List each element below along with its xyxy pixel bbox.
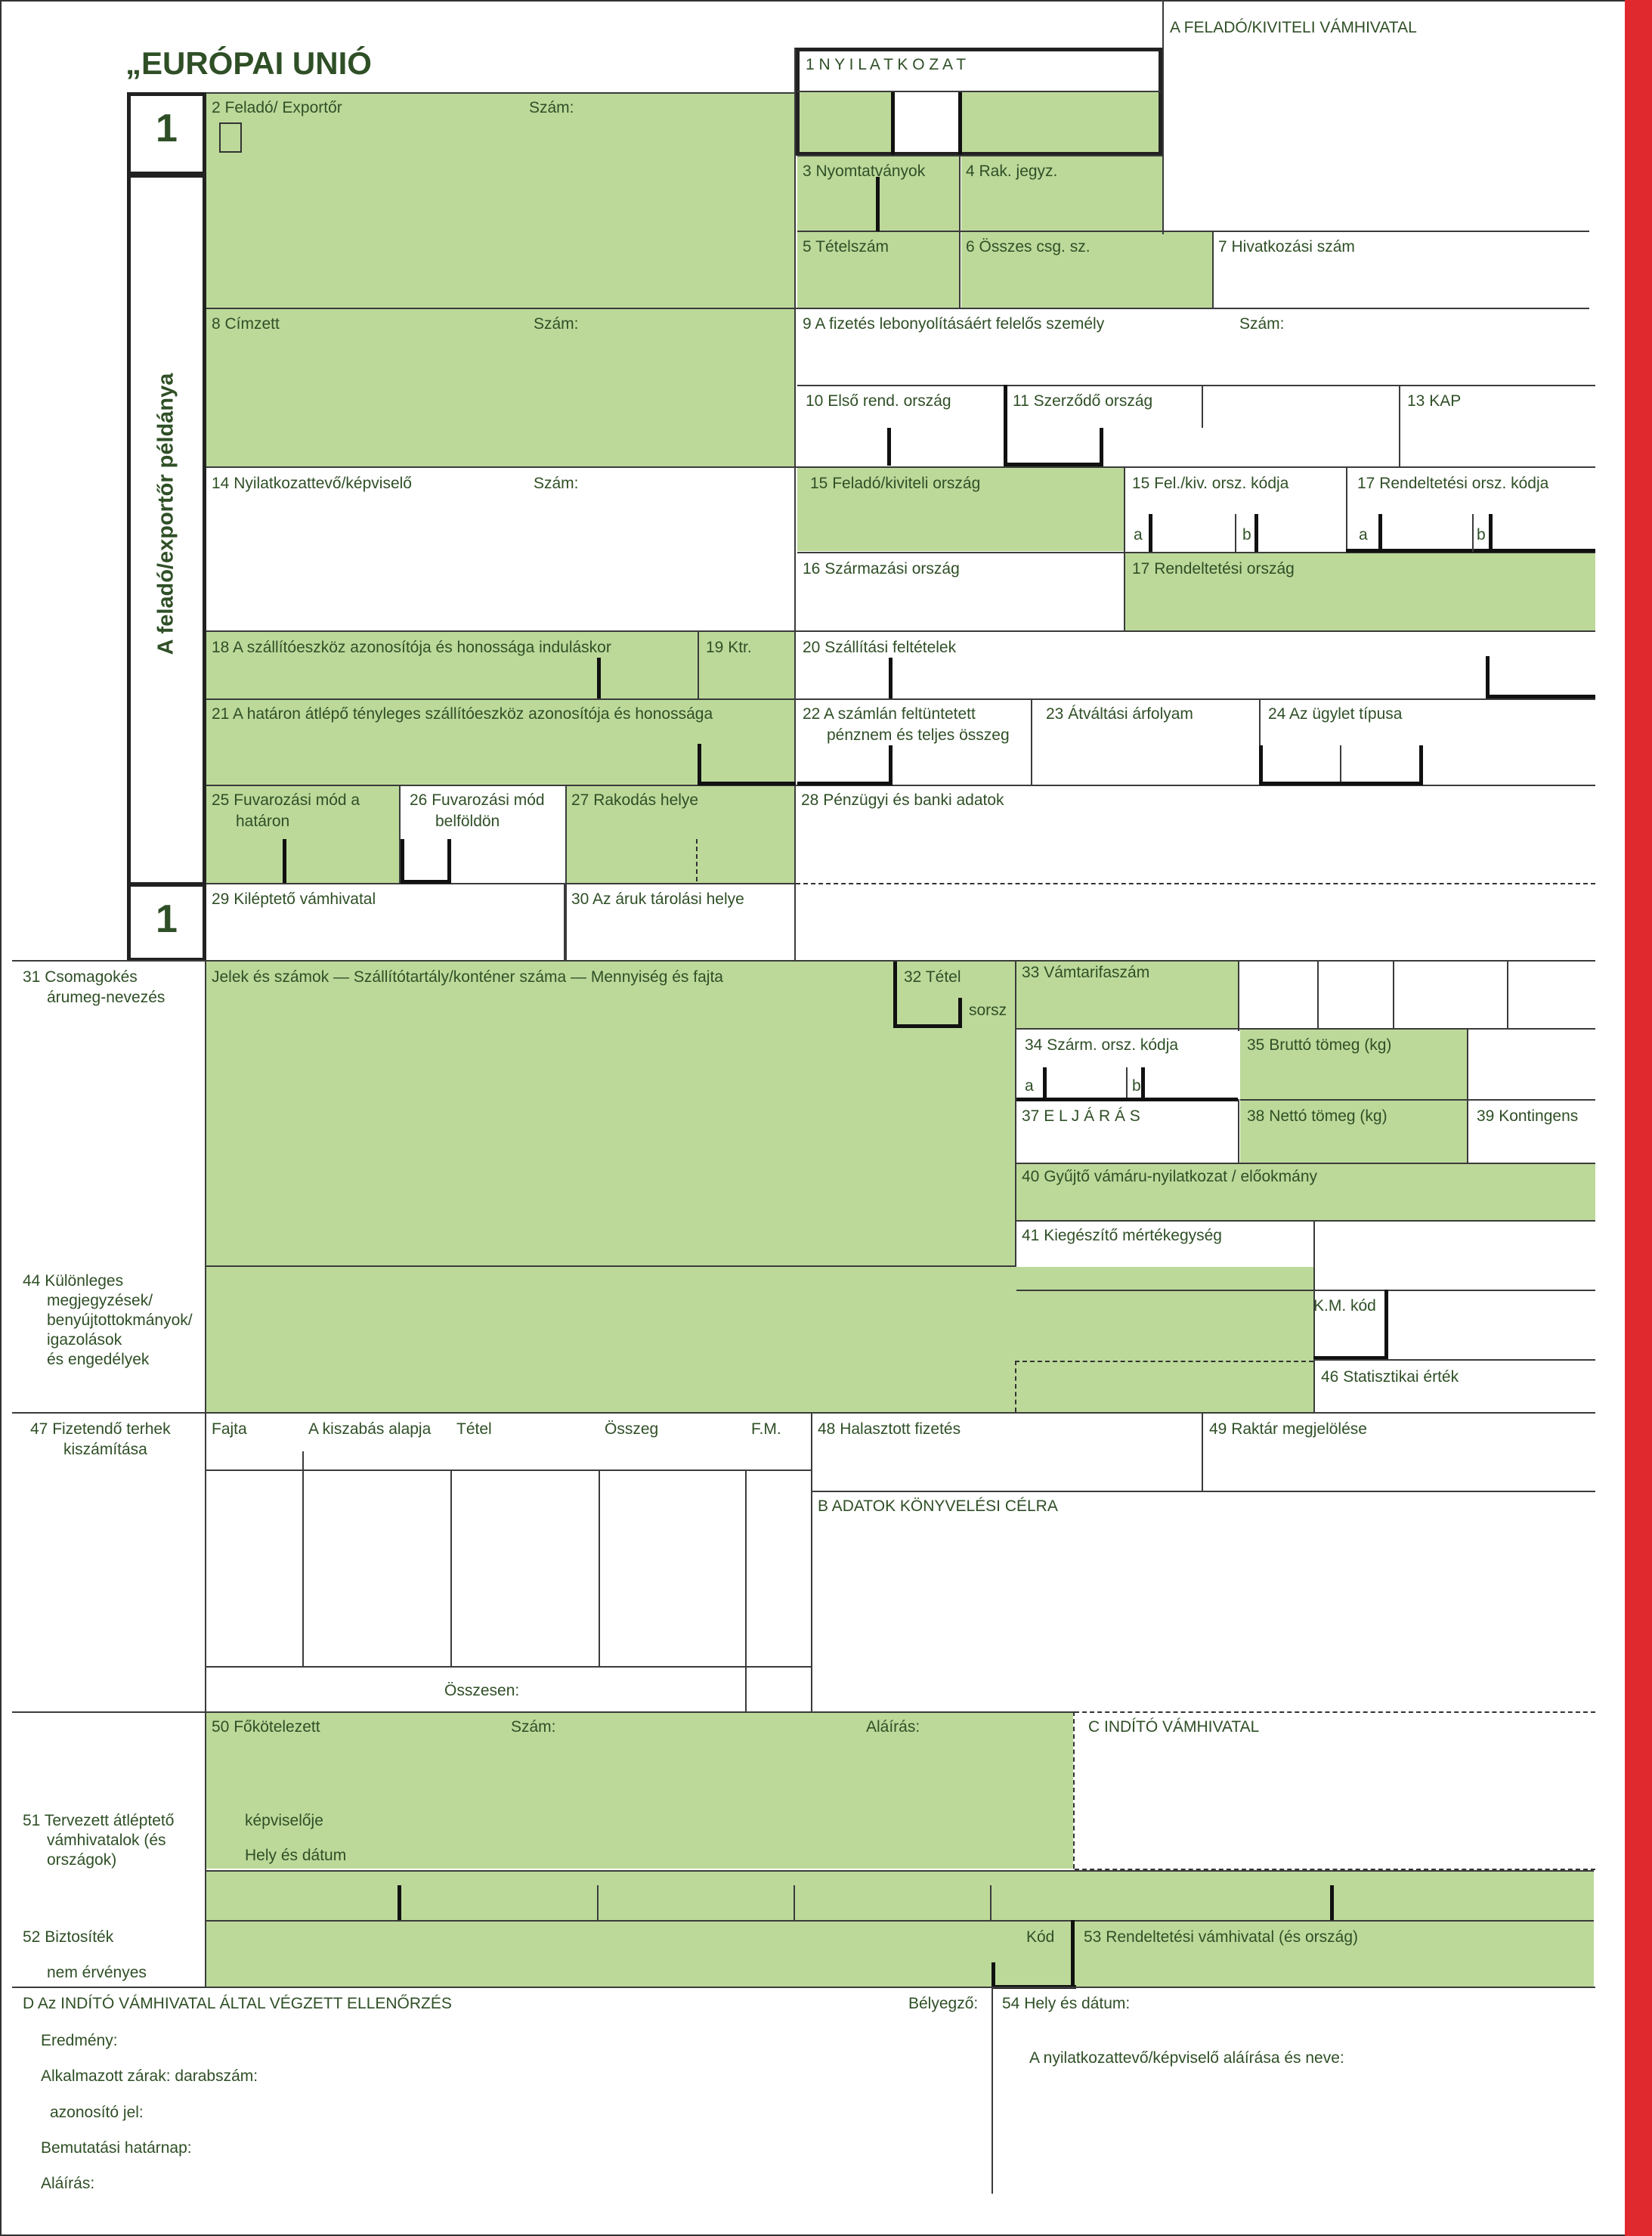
label-field-27: 27 Rakodás helye xyxy=(571,791,699,809)
label-field-50-rep: képviselője xyxy=(245,1812,323,1829)
label-field-23: 23 Átváltási árfolyam xyxy=(1046,705,1193,723)
label-field-14: 14 Nyilatkozattevő/képviselő xyxy=(212,475,412,492)
label-field-15: 15 Feladó/kiviteli ország xyxy=(810,475,981,492)
field-2-area[interactable] xyxy=(206,92,794,308)
field-8-area[interactable] xyxy=(206,309,794,466)
label-field-50-signature: Aláírás: xyxy=(866,1718,920,1736)
label-field-14-number: Szám: xyxy=(534,475,579,492)
label-field-20: 20 Szállítási feltételek xyxy=(803,639,957,656)
label-field-31-line1: 31 Csomagokés xyxy=(23,968,138,986)
label-field-28: 28 Pénzügyi és banki adatok xyxy=(801,791,1004,809)
label-field-34: 34 Szárm. orsz. kódja xyxy=(1025,1036,1179,1054)
label-box-c: C INDÍTÓ VÁMHIVATAL xyxy=(1088,1718,1260,1736)
label-azonosito: azonosító jel: xyxy=(50,2104,144,2121)
label-field-8-number: Szám: xyxy=(534,315,579,333)
sublabel-34b: b xyxy=(1132,1077,1141,1095)
label-field-24: 24 Az ügylet típusa xyxy=(1268,705,1403,723)
col-fajta: Fajta xyxy=(212,1420,247,1438)
label-field-44-line3: benyújtottokmányok/ xyxy=(47,1312,193,1329)
label-field-3: 3 Nyomtatványok xyxy=(803,163,926,180)
label-field-48: 48 Halasztott fizetés xyxy=(818,1420,961,1438)
sublabel-15b: b xyxy=(1242,526,1251,544)
label-field-40: 40 Gyűjtő vámáru-nyilatkozat / előokmány xyxy=(1022,1168,1318,1185)
checkbox-2[interactable] xyxy=(219,122,242,153)
label-field-9-number: Szám: xyxy=(1239,315,1285,333)
label-field-25-line2: határon xyxy=(236,813,290,830)
label-field-44-line4: igazolások xyxy=(47,1331,122,1349)
label-box-b: B ADATOK KÖNYVELÉSI CÉLRA xyxy=(818,1497,1058,1515)
label-field-53: 53 Rendeltetési vámhivatal (és ország) xyxy=(1084,1928,1359,1946)
label-field-6: 6 Összes csg. sz. xyxy=(966,238,1091,255)
label-field-52-sub: nem érvényes xyxy=(47,1964,147,1981)
label-field-41: 41 Kiegészítő mértékegység xyxy=(1022,1227,1222,1244)
label-field-10: 10 Első rend. ország xyxy=(806,392,951,410)
label-field-31-desc: Jelek és számok — Szállítótartály/konténer száma — Mennyiség és fajta xyxy=(212,968,723,986)
sublabel-17b: b xyxy=(1477,526,1486,544)
label-field-4: 4 Rak. jegyz. xyxy=(966,163,1058,180)
label-field-26-line2: belföldön xyxy=(435,813,500,830)
label-field-54: 54 Hely és dátum: xyxy=(1002,1995,1131,2012)
declaration-label: 1 N Y I L A T K O Z A T xyxy=(806,56,967,73)
copy-number-bottom: 1 xyxy=(156,897,178,941)
label-field-54-signature: A nyilatkozattevő/képviselő aláírása és neve: xyxy=(1029,2049,1344,2067)
label-field-17: 17 Rendeltetési ország xyxy=(1132,560,1295,578)
label-field-50-number: Szám: xyxy=(511,1718,556,1736)
label-field-17-code: 17 Rendeltetési orsz. kódja xyxy=(1357,475,1549,492)
sublabel-15a: a xyxy=(1134,526,1143,544)
label-field-30: 30 Az áruk tárolási helye xyxy=(571,890,744,908)
label-field-51-line1: 51 Tervezett átléptető xyxy=(23,1812,175,1829)
label-field-9: 9 A fizetés lebonyolításáért felelős személy xyxy=(803,315,1105,333)
label-belyegzo: Bélyegző: xyxy=(908,1995,979,2012)
label-field-44-line2: megjegyzések/ xyxy=(47,1292,153,1309)
field-52-area[interactable] xyxy=(206,1922,1073,1987)
label-field-50-place: Hely és dátum xyxy=(245,1847,347,1864)
label-field-29: 29 Kiléptető vámhivatal xyxy=(212,890,376,908)
label-field-33: 33 Vámtarifaszám xyxy=(1022,964,1150,981)
label-field-11: 11 Szerződő ország xyxy=(1013,392,1153,410)
col-osszeg: Összeg xyxy=(605,1420,659,1438)
label-field-2: 2 Feladó/ Exportőr xyxy=(212,99,342,116)
label-field-51-line2: vámhivatalok (és xyxy=(47,1832,166,1849)
red-edge-strip xyxy=(1625,0,1652,2236)
label-field-7: 7 Hivatkozási szám xyxy=(1218,238,1355,255)
label-field-26-line1: 26 Fuvarozási mód xyxy=(410,791,545,809)
page-title: „EURÓPAI UNIÓ xyxy=(125,45,372,81)
label-field-44-line1: 44 Különleges xyxy=(23,1272,124,1290)
col-tetel: Tétel xyxy=(456,1420,492,1438)
label-osszesen: Összesen: xyxy=(444,1682,520,1699)
label-field-25-line1: 25 Fuvarozási mód a xyxy=(212,791,360,809)
box-a-label: A FELADÓ/KIVITELI VÁMHIVATAL xyxy=(1170,19,1417,36)
label-field-15-code: 15 Fel./kiv. orsz. kódja xyxy=(1132,475,1289,492)
label-field-51-line3: országok) xyxy=(47,1851,117,1869)
label-field-39: 39 Kontingens xyxy=(1477,1107,1579,1125)
label-field-37: 37 E L J Á R Á S xyxy=(1022,1107,1140,1125)
label-d-signature: Aláírás: xyxy=(41,2175,95,2192)
label-field-52: 52 Biztosíték xyxy=(23,1928,114,1946)
label-field-18: 18 A szállítóeszköz azonosítója és honossága induláskor xyxy=(212,639,611,656)
copy-number-top: 1 xyxy=(156,107,178,150)
label-field-44-line5: és engedélyek xyxy=(47,1351,150,1368)
label-field-22-line1: 22 A számlán feltüntetett xyxy=(803,705,976,723)
label-field-13: 13 KAP xyxy=(1407,392,1462,410)
label-field-31-line2: árumeg-nevezés xyxy=(47,989,166,1006)
sublabel-34a: a xyxy=(1025,1077,1034,1095)
label-km-code: K.M. kód xyxy=(1313,1297,1376,1315)
label-zarak: Alkalmazott zárak: darabszám: xyxy=(41,2067,258,2085)
label-field-5: 5 Tételszám xyxy=(803,238,889,255)
field-51-row[interactable] xyxy=(206,1870,1594,1920)
label-box-d: D Az INDÍTÓ VÁMHIVATAL ÁLTAL VÉGZETT ELLENŐRZÉS xyxy=(23,1995,452,2012)
label-field-47-line2: kiszámítása xyxy=(63,1441,147,1458)
label-field-50: 50 Főkötelezett xyxy=(212,1718,320,1736)
label-field-8: 8 Címzett xyxy=(212,315,280,333)
label-field-46: 46 Statisztikai érték xyxy=(1321,1368,1459,1386)
label-field-21: 21 A határon átlépő tényleges szállítóeszköz azonosítója és honossága xyxy=(212,705,713,723)
field-44-area-left[interactable] xyxy=(206,1267,1015,1414)
label-field-16: 16 Származási ország xyxy=(803,560,960,578)
label-field-49: 49 Raktár megjelölése xyxy=(1209,1420,1367,1438)
label-kod: Kód xyxy=(1026,1928,1055,1946)
label-field-47-line1: 47 Fizetendő terhek xyxy=(30,1420,171,1438)
col-fm: F.M. xyxy=(751,1420,781,1438)
label-field-2-number: Szám: xyxy=(529,99,574,116)
label-field-19: 19 Ktr. xyxy=(706,639,752,656)
label-field-22-line2: pénznem és teljes összeg xyxy=(827,726,1010,744)
label-field-38: 38 Nettó tömeg (kg) xyxy=(1247,1107,1387,1125)
label-field-32: 32 Tétel xyxy=(904,968,961,986)
label-field-32-sub: sorsz xyxy=(969,1002,1007,1019)
label-field-35: 35 Bruttó tömeg (kg) xyxy=(1247,1036,1392,1054)
col-kiszabas-alapja: A kiszabás alapja xyxy=(308,1420,432,1438)
sublabel-17a: a xyxy=(1359,526,1368,544)
label-eredmeny: Eredmény: xyxy=(41,2032,118,2049)
label-hatarnap: Bemutatási határnap: xyxy=(41,2139,192,2157)
